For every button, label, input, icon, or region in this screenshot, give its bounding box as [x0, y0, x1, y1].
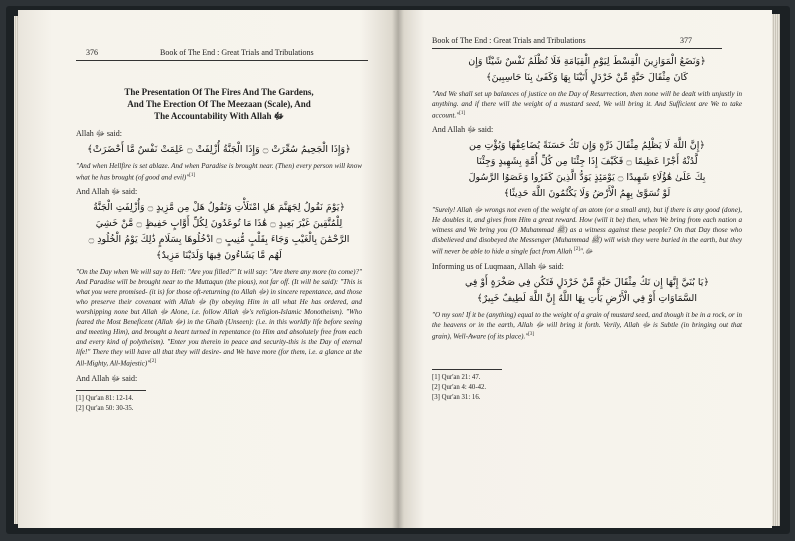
- footnote: [1] Qur'an 81: 12-14.: [76, 394, 134, 402]
- translation-3-text: "O my son! If it be (anything) equal to the weight of a grain of mustard seed, and though it be in a rock, or in the heavens or in the earth, Allah ﷻ will bring it forth. Verily, Allah ﷻ is Subtle (in bringing out that grain), Well-Aware (of its place).": [432, 310, 742, 341]
- intro-label-3: And Allah ﷻ said:: [76, 373, 138, 383]
- arabic-verse-3: [432, 275, 742, 307]
- translation-1: [432, 89, 742, 120]
- arabic-line: كَانَ مِثْقَالَ حَبَّةٍ مِّنْ خَرْدَلٍ أَتَيْنَا بِهَا وَكَفَىٰ بِنَا حَاسِبِينَ﴾: [486, 72, 688, 83]
- intro-label-2: And Allah ﷻ said:: [432, 125, 494, 135]
- arabic-line: لَهُم مَّا يَشَاءُونَ فِيهَا وَلَدَيْنَا مَزِيدٌ﴾: [156, 250, 282, 262]
- heading-line-3: The Accountability With Allah ﷻ: [154, 111, 284, 121]
- translation-2: [76, 267, 362, 368]
- intro-label-3: Informing us of Luqmaan, Allah ﷻ said:: [432, 261, 564, 271]
- arabic-line: ﴿يَوْمَ نَقُولُ لِجَهَنَّمَ هَلِ امْتَلَأْتِ وَتَقُولُ هَلْ مِن مَّزِيدٍ ۝ وَأُزْلِفَتِ الْجَنَّةُ: [93, 202, 345, 214]
- footnote-ref: [1]: [189, 173, 196, 178]
- footnote: [3] Qur'an 31: 16.: [432, 394, 481, 402]
- heading-line-1: The Presentation Of The Fires And The Gardens,: [124, 87, 314, 97]
- translation-1: [76, 161, 362, 182]
- left-running-head: Book of The End : Great Trials and Tribulations: [160, 48, 314, 57]
- translation-1-text: "And We shall set up balances of justice on the Day of Resurrection, then none will be dealt with unjustly in anything. and if there will the weight of a mustard seed, We will bring it. And Sufficient are We to take account.": [432, 90, 742, 120]
- right-running-head: Book of The End : Great Trials and Tribulations: [432, 36, 586, 45]
- translation-2-text: "On the Day when We will say to Hell: "Are you filled?" It will say: "Are there any more (to come)?" And Paradise will be brought near to the Muttaqun (the pious), not far off. (It will be said): "This is what you were promised- (it is) for those oft-returning (to Allah ﷻ) in sincere repentance, and those who preserve their covenant with Allah ﷻ (by obeying Him in all what He has ordered, and worshipping none but Allah ﷻ Alone, i.e. follow Allah ﷻ's religion-Islamic Monotheism). "Who feared the Most Beneficent (Allah ﷻ) in the Ghaib (Unseen): (i.e. in this worldly life before seeing and meeting Him), and brought a heart turned in repentance (to Him and absolutely free from each and every kind of polytheism). "Enter you therein in peace and security-this is the Day of eternal life!" There they will have all that they will desire- and We have more (for them, i.e. a glance at the All-Mighty, All-Majestic)": [76, 268, 363, 368]
- footnote-ref: [2]: [574, 247, 580, 253]
- arabic-verse-1: ﴿وَإِذَا الْجَحِيمُ سُعِّرَتْ ۝ وَإِذَا الْجَنَّةُ أُزْلِفَتْ ۝ عَلِمَتْ نَفْسٌ مَّا أَحْضَرَتْ﴾: [87, 144, 351, 155]
- translation-1-text: "And when Hellfire is set ablaze. And when Paradise is brought near. (Then) every person will know what he has brought (of good and evil)": [76, 162, 362, 182]
- footnote-rule: [432, 369, 502, 370]
- translation-2: [432, 205, 742, 256]
- left-page-number: 376: [86, 48, 98, 57]
- arabic-line: ﴿إِنَّ اللَّهَ لَا يَظْلِمُ مِثْقَالَ ذَرَّةٍ وَإِن تَكُ حَسَنَةً يُضَاعِفْهَا وَيُؤْتِ مِن: [469, 140, 705, 152]
- section-heading: [76, 86, 362, 122]
- arabic-line: بِكَ عَلَىٰ هَٰؤُلَاءِ شَهِيدًا ۝ يَوْمَئِذٍ يَوَدُّ الَّذِينَ كَفَرُوا وَعَصَوُا الرَّسُولَ: [468, 172, 706, 184]
- footnote-ref: [3]: [528, 331, 535, 337]
- left-header-rule: [76, 60, 368, 61]
- footnote: [2] Qur'an 50: 30-35.: [76, 404, 134, 412]
- arabic-line: ﴿يَا بُنَيَّ إِنَّهَا إِن تَكُ مِثْقَالَ حَبَّةٍ مِّنْ خَرْدَلٍ فَتَكُن فِي صَخْرَةٍ أَوْ فِي: [464, 276, 710, 288]
- footnote-ref: [1]: [459, 111, 466, 116]
- arabic-line: السَّمَاوَاتِ أَوْ فِي الْأَرْضِ يَأْتِ بِهَا اللَّهُ إِنَّ اللَّهَ لَطِيفٌ خَبِيرٌ﴾: [477, 292, 697, 304]
- right-page: [398, 10, 772, 528]
- arabic-line: الرَّحْمَٰنَ بِالْغَيْبِ وَجَاءَ بِقَلْبٍ مُّنِيبٍ ۝ ادْخُلُوهَا بِسَلَامٍ ذَٰلِكَ يَوْمُ الْخُلُودِ ۝: [88, 234, 350, 246]
- arabic-verse-1: [432, 54, 742, 86]
- arabic-verse-2: [76, 200, 362, 264]
- footnote-ref: [2]: [150, 359, 157, 365]
- footnote: [1] Qur'an 21: 47.: [432, 374, 481, 382]
- translation-2-text: "Surely! Allah ﷻ wrongs not even of the weight of an atom (or a small ant), but if there is any good (done), He doubles it, and gives from Him a great reward. How (will it be) then, when We bring from each nation a witness and We bring you (O Muhammad ﷺ) as a witness against these people? On that Day those who disbelieved and disobeyed the Messenger (Muhammad ﷺ) will wish they were buried in the earth, but they will never be able to hide a single fact from Allah ﷻ.": [432, 206, 742, 256]
- book-gutter: [392, 10, 404, 528]
- right-page-number: 377: [680, 36, 692, 45]
- arabic-line: لَوْ تُسَوَّىٰ بِهِمُ الْأَرْضُ وَلَا يَكْتُمُونَ اللَّهَ حَدِيثًا﴾: [503, 188, 671, 200]
- right-header-rule: [432, 48, 722, 49]
- intro-label-1: Allah ﷻ said:: [76, 129, 122, 138]
- footnote: [2] Qur'an 4: 40-42.: [432, 384, 487, 392]
- footnote-rule: [76, 390, 146, 391]
- left-page: [18, 10, 398, 528]
- arabic-verse-2: [432, 138, 742, 202]
- arabic-line: ﴿وَنَضَعُ الْمَوَازِينَ الْقِسْطَ لِيَوْمِ الْقِيَامَةِ فَلَا تُظْلَمُ نَفْسٌ شَيْئًا وَإِن: [468, 56, 706, 67]
- arabic-line: لَّدُنْهُ أَجْرًا عَظِيمًا ۝ فَكَيْفَ إِذَا جِئْنَا مِن كُلِّ أُمَّةٍ بِشَهِيدٍ وَجِئْنَا: [476, 156, 698, 168]
- heading-line-2: And The Erection Of The Meezaan (Scale), And: [127, 99, 311, 109]
- intro-label-2: And Allah ﷻ said:: [76, 187, 138, 197]
- translation-3: [432, 310, 742, 341]
- arabic-line: لِلْمُتَّقِينَ غَيْرَ بَعِيدٍ ۝ هَٰذَا مَا تُوعَدُونَ لِكُلِّ أَوَّابٍ حَفِيظٍ ۝ مَّنْ خَشِيَ: [95, 218, 343, 230]
